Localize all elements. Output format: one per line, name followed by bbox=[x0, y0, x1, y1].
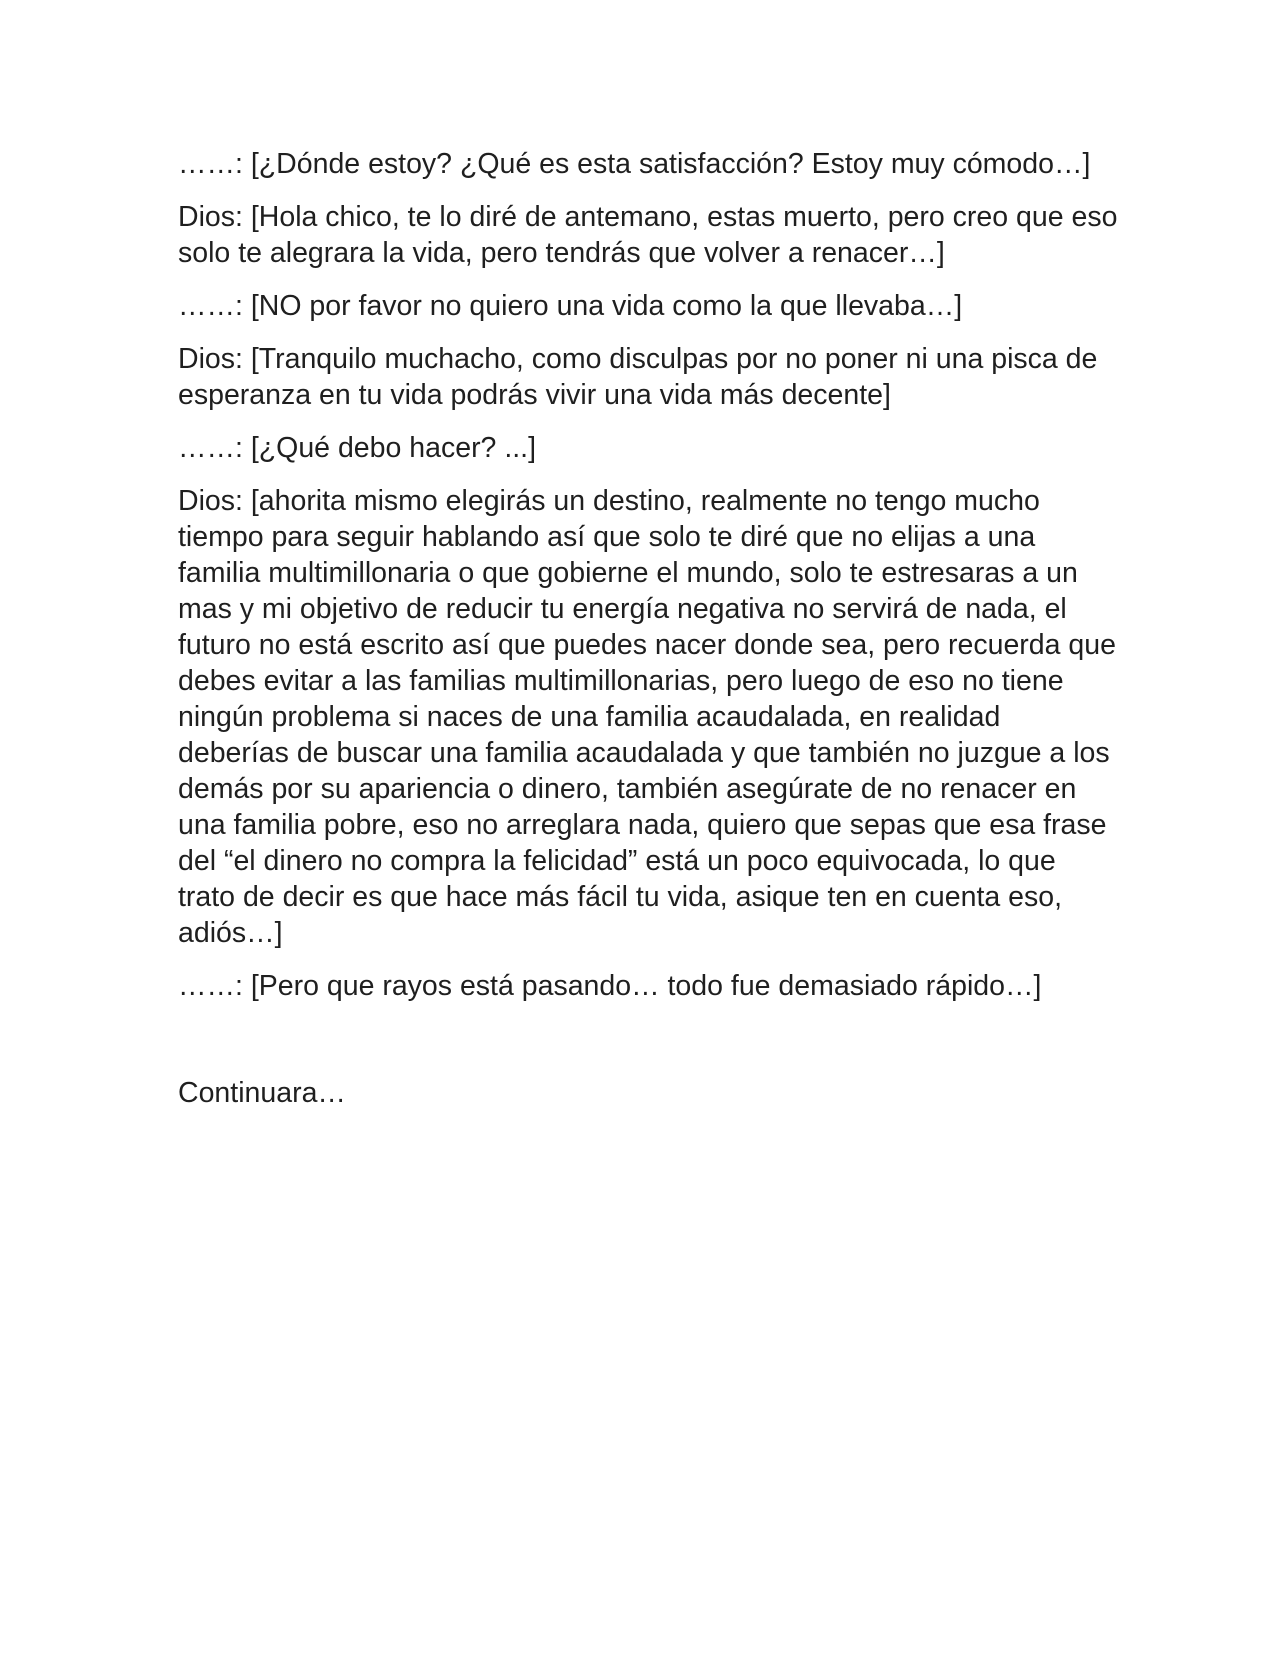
closing-text: Continuara… bbox=[178, 1077, 346, 1109]
dialogue-paragraph-1: ……: [¿Dónde estoy? ¿Qué es esta satisfacción? Estoy muy cómodo…] bbox=[178, 148, 1091, 180]
dialogue-paragraph-2: Dios: [Hola chico, te lo diré de antemano, estas muerto, pero creo que eso solo te alegrara la vida, pero tendrás que volver a renacer…] bbox=[178, 201, 1118, 269]
dialogue-paragraph-3: ……: [NO por favor no quiero una vida como la que llevaba…] bbox=[178, 290, 963, 322]
dialogue-paragraph-5: ……: [¿Qué debo hacer? ...] bbox=[178, 432, 537, 464]
dialogue-paragraph-6: Dios: [ahorita mismo elegirás un destino, realmente no tengo mucho tiempo para seguir hablando así que solo te diré que no elijas a una familia multimillonaria o que gobierne el mundo, solo te estresaras a un mas y mi objetivo de reducir tu energía negativa no servirá de nada, el futuro no está escrito así que puedes nacer donde sea, pero recuerda que debes evitar a las familias multimillonarias, pero luego de eso no tiene ningún problema si naces de una familia acaudalada, en realidad deberías de buscar una familia acaudalada y que también no juzgue a los demás por su apariencia o dinero, también asegúrate de no renacer en una familia pobre, eso no arreglara nada, quiero que sepas que esa frase del “el dinero no compra la felicidad” está un poco equivocada, lo que trato de decir es que hace más fácil tu vida, asique ten en cuenta eso, adiós…] bbox=[178, 485, 1116, 949]
dialogue-paragraph-7: ……: [Pero que rayos está pasando… todo fue demasiado rápido…] bbox=[178, 970, 1042, 1002]
dialogue-paragraph-4: Dios: [Tranquilo muchacho, como disculpas por no poner ni una pisca de esperanza en tu vida podrás vivir una vida más decente] bbox=[178, 343, 1098, 411]
document-body bbox=[178, 146, 1118, 1128]
